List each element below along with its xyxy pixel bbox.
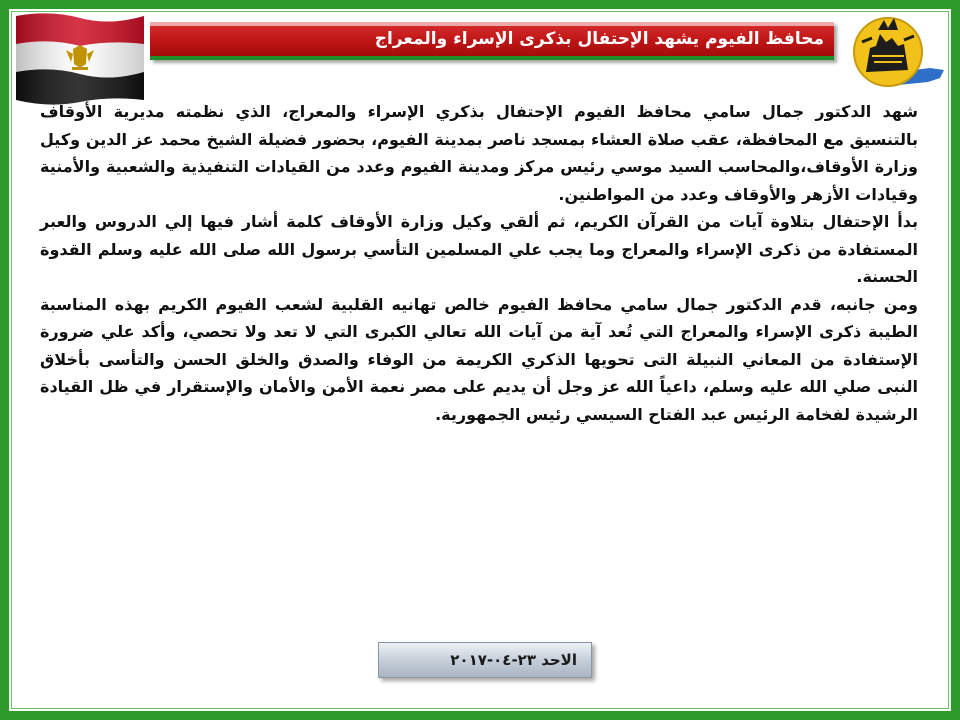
egypt-flag-icon xyxy=(10,10,148,106)
title-banner xyxy=(150,22,834,60)
fayoum-governorate-logo-icon xyxy=(848,12,946,94)
article-paragraph-2: بدأ الإحتفال بتلاوة آيات من القرآن الكريم، ثم ألقي وكيل وزارة الأوقاف كلمة أشار فيها إلي الدروس والعبر المستفادة من ذكرى الإسراء والمعراج وما يجب علي المسلمين التأسي برسول الله صلى الله عليه وسلم القدوة الحسنة. xyxy=(40,212,918,286)
page-title: محافظ الفيوم يشهد الإحتفال بذكرى الإسراء والمعراج xyxy=(374,29,824,49)
article-paragraph-3: ومن جانبه، قدم الدكتور جمال سامي محافظ الفيوم خالص تهانيه القلبية لشعب الفيوم الكريم بهذه المناسبة الطيبة ذكرى الإسراء والمعراج التي تُعد آية من آيات الله تعالي الكبرى التي لا تعد ولا تحصي، وأكد علي ضرورة الإستفادة من المعاني النبيلة التى تحويها الذكري الكريمة من الوفاء والصدق والخلق الحسن والتأسى بأخلاق النبى صلي الله عليه وسلم، داعياً الله عز وجل أن يديم على مصر نعمة الأمن والأمان والإستقرار في ظل القيادة الرشيدة لفخامة الرئيس عبد الفتاح السيسي رئيس الجمهورية. xyxy=(40,294,918,424)
publish-date: الاحد ٢٣-٠٤-٢٠١٧ xyxy=(450,651,577,669)
date-box xyxy=(378,642,592,678)
article-body xyxy=(40,98,918,428)
article-paragraph-1: شهد الدكتور جمال سامي محافظ الفيوم الإحتفال بذكري الإسراء والمعراج، الذي نظمته مديرية الأوقاف بالتنسيق مع المحافظة، عقب صلاة العشاء بمسجد ناصر بمدينة الفيوم، بحضور فضيلة الشيخ محمد عز الدين وكيل وزارة الأوقاف،والمحاسب السيد موسي رئيس مركز ومدينة الفيوم وعدد من القيادات التنفيذية والشعبية والأمنية وقيادات الأزهر والأوقاف وعدد من المواطنين. xyxy=(40,102,918,204)
